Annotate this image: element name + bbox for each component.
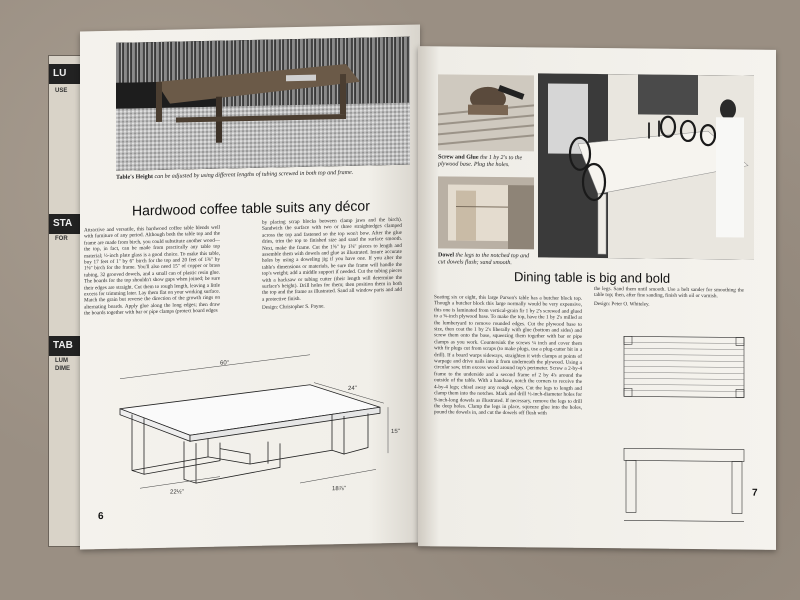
caption-lead: Dowel — [438, 252, 454, 259]
coffee-table-drawing — [100, 343, 400, 504]
screw-and-glue-photo — [438, 74, 534, 151]
dining-table-photo — [538, 73, 754, 259]
cover-label-dime: DIME — [55, 366, 70, 372]
dining-table-article-column-1: Seating six or eight, this large Parson's table has a butcher block top. Though a butcher block this large normally would be very expensive, this one is laminated from vertical-grain fir 1 by 2's screwed and glued to a ¾-inch plywood base. To make the top, have the 1 by 2's milled at the lumberyard to remove rounded edges. Cut the plywood base to size, then coat the 1 by 2's liberally with glue (bottom and sides) and screw them onto the base, squeezing them together with bar or pipe clamps as you work. Countersink the screws ¼ inch and cover them with fir plugs cut from scraps (to make plugs, use a plug-cutter bit in a drill). If a board warps sideways, straighten it with clamps at points of warpage and drive nails into it from underneath the plywood. Using a circular saw, trim excess wood around top's perimeter. Screw a 2-by-4 frame to the underside and a second frame of 2 by 4's around the outside of the table. With a handsaw, notch the corners to receive the 4-by-4 legs; chisel away any rough edges. Cut the legs to length and clamp them into the notches. Mark and drill ½-inch-diameter holes for 9-inch-long dowels as illustrated. If necessary, remove the legs to drill the deep holes. Clamp the legs in place, squeeze glue into the holes, pound the dowels in, and cut the dowels off flush with — [434, 294, 582, 417]
coffee-table-article-column-2 — [262, 217, 402, 342]
coffee-table-article-column-1: Attractive and versatile, this hardwood coffee table blends well with furniture of any period. Although both the table top and the frame are made from birch, you could substitute another wood—the top, in fact, can be made from practically any table top material; ½-inch plate glass is a good choice. To make this table, buy 17 feet of 1" by 6" birch for the top and 20 feet of 1⅜" by 1⅜" birch for the frame. You'll also need 15" of copper or brass tubing, 32 grooved dowels, and a small can of plastic resin glue. The boards for the top shouldn't show gaps when joined; be sure their edges are straight. Cut them to rough length, leaving a little excess for trimming later. Lay them flat on your working surface. Match the grain but reverse the direction of the growth rings on alternating boards. Apply glue along the long edges; then draw the boards together with bar or pipe clamps (protect board edges — [84, 224, 220, 317]
right-page-number: 7 — [752, 487, 758, 499]
dim-frame-depth: 18⅞" — [332, 485, 346, 493]
dining-table-article-column-2-text: the legs. Sand them until smooth. Use a belt sander for smoothing the table top; then, after fine sanding, finish with oil or varnish. — [594, 285, 744, 300]
dim-height: 15" — [391, 428, 400, 436]
dim-width: 24" — [348, 385, 357, 392]
cover-tab-lu: LU — [49, 64, 93, 84]
dowel-legs-photo — [438, 176, 534, 249]
cover-tab-tab: TAB — [49, 336, 93, 356]
left-page-number: 6 — [98, 511, 104, 523]
caption-lead: Screw and Glue — [438, 154, 479, 161]
coffee-table-article-column-2-text: by placing scrap blocks between clamp jaws and the birch). Sandwich the surface with two or three straightedges clamped across the top and fastened so the top won't bow. After the glue dries, trim the top to finished size and sand the surface smooth. Next, make the frame. Cut the 1⅜" by 1⅜" pieces to length and assemble them with dowels and glue as illustrated. Insure accurate holes by using a doweling jig if you have one. If you alter the table's dimensions or materials, be sure the frame will handle the top's weight; add a middle support if needed. Cut the tubing pieces with a hacksaw or tubing cutter (their length will determine the surface's height). Drill holes for them; then position them in both the top and the frame as illustrated. Sand all window parts and add a protective finish. — [262, 216, 402, 303]
right-page — [418, 46, 776, 550]
cover-tab-sta: STA — [49, 214, 93, 234]
cover-label-use: USE — [55, 88, 68, 94]
screw-and-glue-caption — [438, 154, 534, 169]
coffee-table-photo-caption — [116, 169, 408, 182]
cover-label-for: FOR — [55, 236, 68, 242]
caption-text: can be adjusted by using different lengths of tubing screwed in both top and frame. — [154, 169, 354, 181]
caption-text: the legs to the notched top and cut dowels flush; sand smooth. — [438, 252, 530, 267]
dining-table-credit: Design: Peter O. Whiteley. — [594, 300, 650, 308]
dim-frame-width: 22½" — [170, 489, 184, 496]
caption-text: the 1 by 2's to the plywood base. Plug the holes. — [438, 154, 523, 169]
dining-table-drawing — [594, 328, 754, 535]
coffee-table-headline: Hardwood coffee table suits any décor — [132, 197, 370, 219]
dining-table-headline: Dining table is big and bold — [514, 269, 671, 286]
left-page — [80, 24, 420, 549]
coffee-table-credit: Design: Christopher S. Payne. — [262, 303, 325, 312]
cover-label-lum: LUM — [55, 358, 68, 364]
coffee-table-photo — [116, 37, 410, 171]
dim-length: 60" — [220, 360, 229, 367]
dowel-legs-caption — [438, 252, 534, 267]
dining-table-article-column-2 — [594, 286, 744, 322]
caption-lead: Table's Height — [116, 174, 153, 181]
